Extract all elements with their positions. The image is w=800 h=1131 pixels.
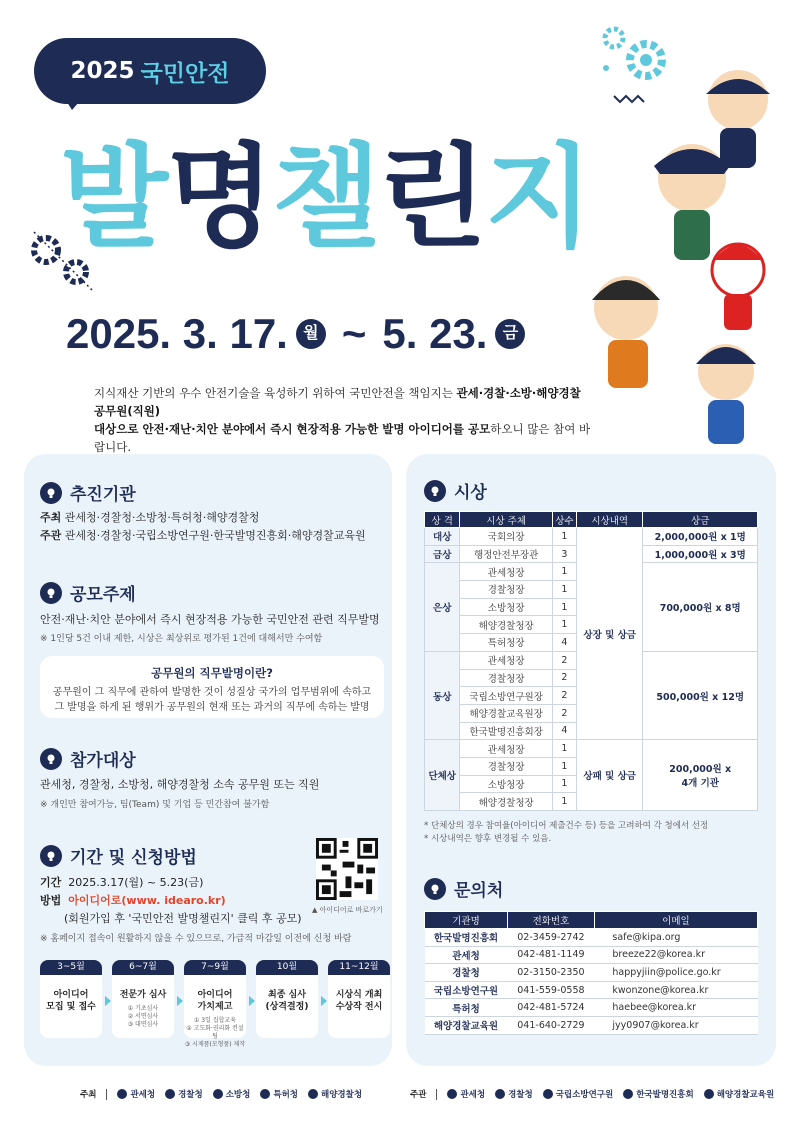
award-presenter: 소방청장 [460, 775, 552, 793]
awards-heading: 시상 [454, 483, 487, 503]
eligibility-heading: 참가대상 [70, 751, 136, 771]
step-title: 최종 심사 (상격결정) [265, 990, 309, 1012]
table-row [425, 964, 758, 982]
award-type: 상장 및 상금 [576, 528, 642, 740]
award-presenter: 소방청장 [460, 598, 552, 616]
arrow-right-icon [321, 996, 327, 1006]
lightbulb-icon [40, 582, 62, 604]
emblem-icon [623, 1089, 633, 1099]
award-count: 1 [552, 793, 576, 811]
contact-email[interactable]: jyy0907@korea.kr [594, 1016, 757, 1034]
footer-manage [410, 1088, 774, 1100]
award-level: 단체상 [425, 740, 460, 811]
qr-code[interactable] [316, 838, 378, 900]
award-count: 2 [552, 704, 576, 722]
award-count: 2 [552, 651, 576, 669]
period-label: 기간 [40, 876, 62, 889]
emblem-icon [260, 1089, 270, 1099]
section-heading-org [40, 480, 136, 505]
badge-year: 2025 [70, 58, 135, 84]
contact-org: 경찰청 [425, 964, 508, 982]
ideaero-link[interactable]: 아이디어로(www. idearo.kr) [68, 894, 226, 907]
award-presenter: 관세청장 [460, 651, 552, 669]
org-logo-label: 관세청 [130, 1090, 156, 1100]
award-count: 1 [552, 563, 576, 581]
award-count: 2 [552, 687, 576, 705]
period-value: 2025.3.17(월) ~ 5.23(금) [68, 876, 204, 889]
job-invention-line2: 그 발명을 하게 된 행위가 공무원의 현재 또는 과거의 직무에 속하는 발명 [54, 702, 370, 713]
prize-amount: 700,000원 x 8명 [643, 563, 758, 651]
step-title: 전문가 심사 [119, 990, 167, 1000]
hero [0, 0, 800, 454]
job-invention-title: 공무원의 직무발명이란? [151, 666, 273, 680]
table-header: 기관명 [425, 912, 508, 929]
main-title [60, 128, 589, 268]
org-logo [543, 1088, 613, 1100]
contact-org: 관세청 [425, 946, 508, 964]
process-steps [40, 960, 390, 1048]
emblem-icon [495, 1089, 505, 1099]
lightbulb-icon [40, 845, 62, 867]
award-count: 1 [552, 616, 576, 634]
table-header: 상금 [643, 512, 758, 528]
award-presenter: 행정안전부장관 [460, 545, 552, 563]
org-logo [213, 1088, 251, 1100]
contact-table [424, 911, 758, 1035]
lightbulb-icon [40, 748, 62, 770]
award-presenter: 국립소방연구원장 [460, 687, 552, 705]
apply-note: ※ 홈페이지 접속이 원활하지 않을 수 있으므로, 가급적 마감일 이전에 신청 바람 [40, 934, 352, 944]
title-char: 명 [166, 133, 271, 263]
contact-phone: 041-640-2729 [507, 1016, 594, 1034]
process-step [112, 960, 174, 1038]
divider [436, 1089, 437, 1100]
title-char: 지 [484, 133, 590, 263]
table-header: 시상 주체 [460, 512, 552, 528]
step-month: 10월 [256, 960, 318, 975]
arrow-right-icon [177, 996, 183, 1006]
org-logo-label: 해양경찰청 [321, 1090, 363, 1100]
contact-phone: 042-481-5724 [507, 999, 594, 1017]
contact-heading: 문의처 [454, 881, 504, 901]
award-count: 1 [552, 740, 576, 758]
intro-line2-a: 대상으로 안전·재난·치안 분야에서 즉시 현장적용 가능한 발명 아이디어를 공모 [94, 422, 491, 436]
lightbulb-icon [40, 482, 62, 504]
award-count: 1 [552, 775, 576, 793]
manage-label: 주관 [40, 529, 62, 542]
lightbulb-icon [424, 480, 446, 502]
org-logo-label: 경찰청 [508, 1090, 533, 1100]
award-presenter: 관세청장 [460, 740, 552, 758]
table-row [425, 1016, 758, 1034]
manage-value: 관세청·경찰청·국립소방연구원·한국발명진흥회·해양경찰교육원 [64, 529, 366, 542]
table-header: 이메일 [594, 912, 757, 929]
award-count: 2 [552, 669, 576, 687]
step-detail: ① 3일 집합교육 ② 고도화·권리화 컨설팅 ③ 시제품(모형품) 제작 [184, 1017, 246, 1048]
table-row [425, 929, 758, 947]
prize-amount: 1,000,000원 x 3명 [643, 545, 758, 563]
emblem-icon [543, 1089, 553, 1099]
contact-org: 국립소방연구원 [425, 981, 508, 999]
award-presenter: 경찰청장 [460, 581, 552, 599]
emblem-icon [165, 1089, 175, 1099]
contact-phone: 042-481-1149 [507, 946, 594, 964]
contact-email[interactable]: kwonzone@korea.kr [594, 981, 757, 999]
year-badge [34, 38, 266, 104]
host-value: 관세청·경찰청·소방청·특허청·해양경찰청 [64, 511, 260, 524]
award-count: 1 [552, 757, 576, 775]
divider [106, 1089, 107, 1100]
award-presenter: 경찰청장 [460, 669, 552, 687]
apply-method [40, 892, 226, 909]
prize-amount: 2,000,000원 x 1명 [643, 528, 758, 546]
section-heading-eligibility [40, 746, 136, 771]
job-invention-box [40, 656, 384, 718]
org-logo [623, 1088, 693, 1100]
award-level: 대상 [425, 528, 460, 546]
section-heading-apply [40, 843, 197, 868]
table-header: 전화번호 [507, 912, 594, 929]
step-month: 3~5월 [40, 960, 102, 975]
table-row [425, 999, 758, 1017]
eligibility-text: 관세청, 경찰청, 소방청, 해양경찰청 소속 공무원 또는 직원 [40, 778, 320, 791]
org-heading: 추진기관 [70, 485, 136, 505]
table-header: 상 격 [425, 512, 460, 528]
arrow-right-icon [105, 996, 111, 1006]
award-count: 4 [552, 634, 576, 652]
award-presenter: 경찰청장 [460, 757, 552, 775]
section-heading-awards [424, 478, 487, 503]
org-logo [165, 1088, 203, 1100]
org-logo [447, 1088, 485, 1100]
emblem-icon [308, 1089, 318, 1099]
emblem-icon [447, 1089, 457, 1099]
prize-amount: 500,000원 x 12명 [643, 651, 758, 739]
intro-line1-b: 관세·경찰·소방·해양경찰 공무원(직원) [94, 386, 581, 418]
award-level: 금상 [425, 545, 460, 563]
apply-period [40, 874, 203, 891]
intro-line2-b: 하오니 많은 참여 바랍니다. [94, 422, 591, 454]
end-date: 5. 23. [382, 310, 488, 357]
step-title: 아이디어 가치제고 [197, 990, 233, 1012]
step-title: 아이디어 모집 및 접수 [46, 990, 96, 1012]
method-label: 방법 [40, 894, 62, 907]
intro-line1-a: 지식재산 기반의 우수 안전기술을 육성하기 위하여 국민안전을 책임지는 [94, 386, 457, 400]
footer-host [80, 1088, 362, 1100]
award-count: 1 [552, 581, 576, 599]
topic-text: 안전·재난·치안 분야에서 즉시 현장적용 가능한 국민안전 관련 직무발명 [40, 613, 380, 626]
awards-note-1: * 단체상의 경우 참여율(아이디어 제출건수 등) 등을 고려하여 각 청에서 선정 [424, 821, 709, 831]
step-title: 시상식 개최 수상작 전시 [335, 990, 383, 1012]
contact-phone: 02-3150-2350 [507, 964, 594, 982]
table-header: 상수 [552, 512, 576, 528]
award-presenter: 한국발명진흥회장 [460, 722, 552, 740]
section-heading-contact [424, 876, 503, 901]
process-step [256, 960, 318, 1038]
process-step [184, 960, 246, 1048]
contact-org: 한국발명진흥회 [425, 929, 508, 947]
org-logo-label: 경찰청 [178, 1090, 203, 1100]
org-logo-label: 특허청 [273, 1090, 298, 1100]
award-level: 은상 [425, 563, 460, 651]
org-logo [495, 1088, 533, 1100]
contact-email[interactable]: safe@kipa.org [594, 929, 757, 947]
topic-note: ※ 1인당 5건 이내 제한, 시상은 최상위로 평가된 1건에 대해서만 수여함 [40, 634, 323, 644]
emblem-icon [213, 1089, 223, 1099]
eligibility-note: ※ 개인만 참여가능, 팀(Team) 및 기업 등 민간참여 불가함 [40, 800, 270, 810]
topic-heading: 공모주제 [70, 585, 136, 605]
award-presenter: 특허청장 [460, 634, 552, 652]
host-label: 주최 [40, 511, 62, 524]
contact-org: 해양경찰교육원 [425, 1016, 508, 1034]
org-logo [260, 1088, 298, 1100]
step-month: 7~9월 [184, 960, 246, 975]
org-logo-label: 한국발명진흥회 [636, 1090, 694, 1100]
award-count: 3 [552, 545, 576, 563]
apply-heading: 기간 및 신청방법 [70, 848, 197, 868]
award-presenter: 해양경찰교육원장 [460, 704, 552, 722]
table-row [425, 528, 758, 546]
step-month: 11~12월 [328, 960, 390, 975]
job-invention-line1: 공무원이 그 직무에 관하여 발명한 것이 성질상 국가의 업무범위에 속하고 [52, 687, 372, 698]
contact-phone: 041-559-0558 [507, 981, 594, 999]
org-logo-label: 관세청 [460, 1090, 486, 1100]
award-presenter: 국회의장 [460, 528, 552, 546]
step-detail: ① 기초심사 ② 서면심사 ③ 대면심사 [127, 1005, 159, 1028]
badge-title: 국민안전 [140, 60, 230, 87]
date-tilde: ~ [341, 310, 367, 357]
org-host [40, 509, 259, 526]
prize-amount: 200,000원 x 4개 기관 [643, 740, 758, 811]
arrow-right-icon [249, 996, 255, 1006]
qr-caption: ▲ 아이디어로 바로가기 [312, 906, 383, 914]
org-logo-label: 해양경찰교육원 [716, 1090, 775, 1100]
emblem-icon [117, 1089, 127, 1099]
award-count: 1 [552, 528, 576, 546]
intro-text [94, 384, 594, 456]
mascot-characters [580, 60, 790, 460]
award-presenter: 관세청장 [460, 563, 552, 581]
contact-email[interactable]: happyjiin@police.go.kr [594, 964, 757, 982]
table-row [425, 981, 758, 999]
table-row [425, 946, 758, 964]
table-header: 시상내역 [576, 512, 642, 528]
contact-org: 특허청 [425, 999, 508, 1017]
org-logo-label: 소방청 [225, 1090, 251, 1100]
title-char: 린 [378, 133, 483, 263]
start-day: 월 [296, 319, 326, 349]
contact-email[interactable]: haebee@korea.kr [594, 999, 757, 1017]
award-presenter: 해양경찰청장 [460, 616, 552, 634]
process-step [40, 960, 102, 1038]
award-presenter: 해양경찰청장 [460, 793, 552, 811]
org-logo [308, 1088, 362, 1100]
org-logo [704, 1088, 774, 1100]
award-type: 상패 및 상금 [576, 740, 642, 811]
emblem-icon [704, 1089, 714, 1099]
footer-host-label: 주최 [80, 1090, 97, 1100]
title-char: 챌 [272, 133, 377, 263]
award-level: 동상 [425, 651, 460, 739]
awards-note-2: * 시상내역은 향후 변경될 수 있음. [424, 834, 552, 844]
contact-phone: 02-3459-2742 [507, 929, 594, 947]
lightbulb-icon [424, 878, 446, 900]
contact-email[interactable]: breeze22@korea.kr [594, 946, 757, 964]
end-day: 금 [495, 319, 525, 349]
org-logo-label: 국립소방연구원 [555, 1090, 614, 1100]
awards-table [424, 511, 758, 811]
start-date: 2025. 3. 17. [66, 310, 288, 357]
section-heading-topic [40, 580, 136, 605]
event-dates [66, 310, 525, 358]
award-count: 4 [552, 722, 576, 740]
step-month: 6~7월 [112, 960, 174, 975]
table-row [425, 740, 758, 758]
award-count: 1 [552, 598, 576, 616]
org-manage [40, 527, 366, 544]
method-sub: (회원가입 후 '국민안전 발명챌린지' 클릭 후 공모) [64, 912, 302, 925]
footer-manage-label: 주관 [410, 1090, 427, 1100]
org-logo [117, 1088, 155, 1100]
title-char: 발 [60, 133, 165, 263]
process-step [328, 960, 390, 1038]
